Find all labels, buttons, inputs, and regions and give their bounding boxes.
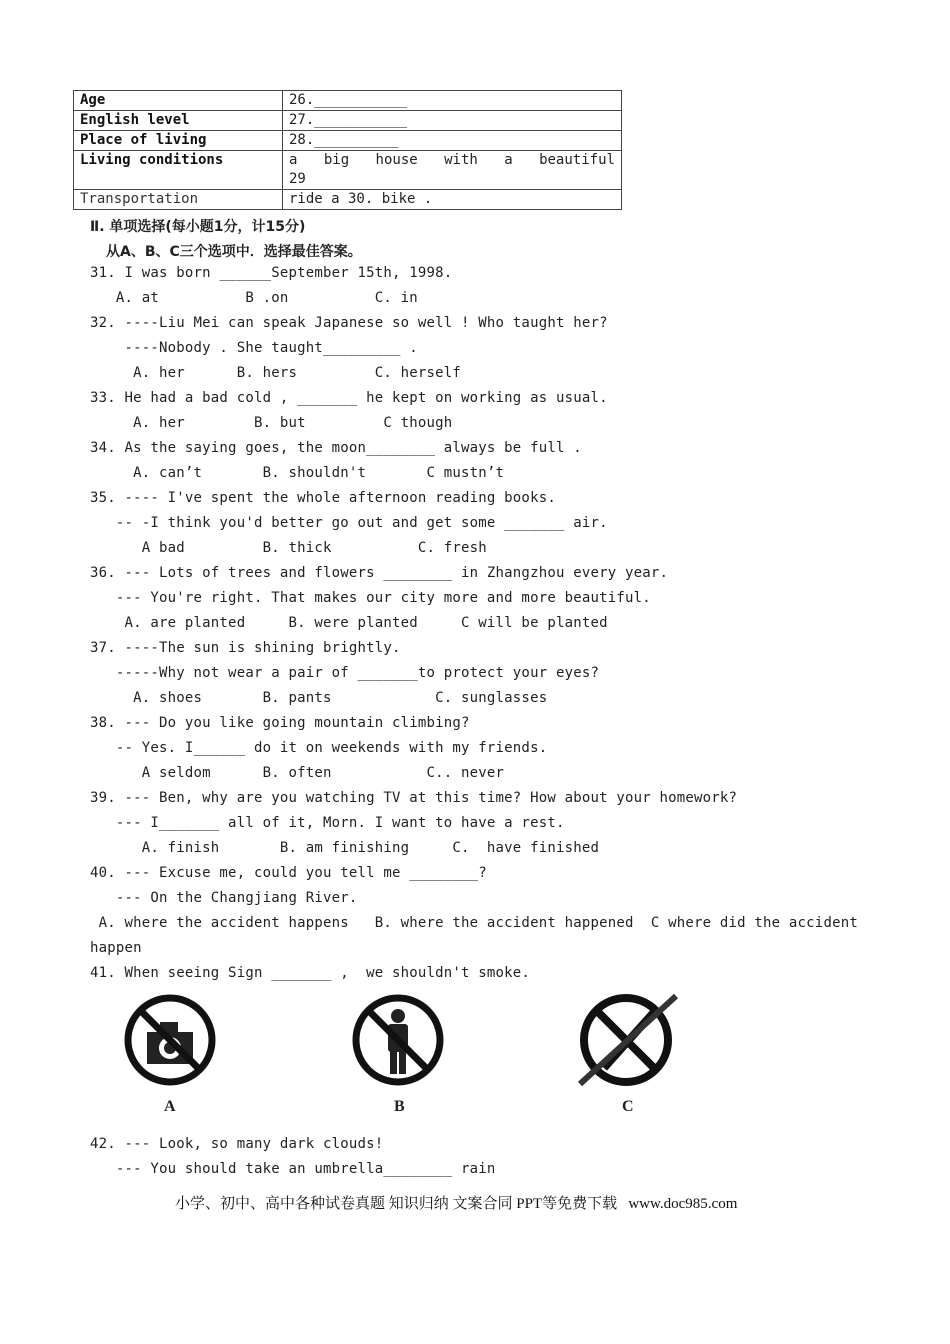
word: house (375, 152, 418, 168)
question-line: -- -I think you'd better go out and get some _______ air. (90, 515, 608, 531)
question-line: ----Nobody . She taught_________ . (90, 340, 418, 356)
question-line: A. her B. but C though (90, 415, 453, 431)
question-line: 40. --- Excuse me, could you tell me ________? (90, 865, 487, 881)
sign-label-a: A (164, 1098, 176, 1115)
no-camera-icon (120, 992, 220, 1088)
question-line: A. at B .on C. in (90, 290, 418, 306)
question-line: A. finish B. am finishing C. have finished (90, 840, 600, 856)
row-value: 26.___________ (283, 91, 622, 111)
table-row (74, 151, 622, 190)
question-line: A. shoes B. pants C. sunglasses (90, 690, 548, 706)
row-value: 28.__________ (283, 131, 622, 151)
living-conditions-words (289, 151, 615, 170)
question-line: 42. --- Look, so many dark clouds! (90, 1136, 384, 1152)
section-instruction: 从A、B、C三个选项中．选择最佳答案。 (106, 244, 362, 260)
question-line: 41. When seeing Sign _______ , we shouldn't smoke. (90, 965, 531, 981)
info-table (73, 90, 622, 210)
row-key: Age (74, 91, 283, 111)
question-line: 32. ----Liu Mei can speak Japanese so well ! Who taught her? (90, 315, 608, 331)
question-line: A seldom B. often C.. never (90, 765, 505, 781)
table-row (74, 190, 622, 210)
question-line: 38. --- Do you like going mountain climbing? (90, 715, 470, 731)
question-line: 35. ---- I've spent the whole afternoon reading books. (90, 490, 556, 506)
question-line: 31. I was born ______September 15th, 1998. (90, 265, 453, 281)
word: a (289, 152, 298, 168)
question-line: --- You're right. That makes our city more and more beautiful. (90, 590, 651, 606)
crossed-circle-icon (574, 988, 684, 1088)
table-row (74, 111, 622, 131)
question-line: A. are planted B. were planted C will be planted (90, 615, 608, 631)
sign-label-c: C (622, 1098, 634, 1115)
table-row (74, 91, 622, 111)
question-line: 39. --- Ben, why are you watching TV at this time? How about your homework? (90, 790, 738, 806)
question-line: 34. As the saying goes, the moon________ always be full . (90, 440, 582, 456)
word: a (504, 152, 513, 168)
no-person-icon (348, 992, 448, 1088)
question-line: -- Yes. I______ do it on weekends with my friends. (90, 740, 548, 756)
word: beautiful (539, 152, 615, 168)
question-line: A. her B. hers C. herself (90, 365, 462, 381)
row-key: Place of living (74, 131, 283, 151)
question-line: 37. ----The sun is shining brightly. (90, 640, 401, 656)
row-value-2: 29 (289, 171, 306, 187)
row-value (283, 151, 622, 190)
question-line: --- On the Changjiang River. (90, 890, 358, 906)
question-line: --- You should take an umbrella________ rain (90, 1161, 496, 1177)
row-key: English level (74, 111, 283, 131)
question-line: -----Why not wear a pair of _______to protect your eyes? (90, 665, 600, 681)
word: with (444, 152, 478, 168)
word: big (323, 152, 350, 168)
section-heading: Ⅱ. 单项选择(每小题1分，计15分) (90, 219, 306, 235)
question-line: A bad B. thick C. fresh (90, 540, 487, 556)
row-key: Transportation (74, 190, 283, 210)
question-line: happen (90, 940, 142, 956)
question-line: --- I_______ all of it, Morn. I want to have a rest. (90, 815, 565, 831)
sign-label-b: B (394, 1098, 405, 1115)
question-line: A. where the accident happens B. where the accident happened C where did the accident (90, 915, 858, 931)
question-line: A. can’t B. shouldn't C mustn’t (90, 465, 505, 481)
question-line: 36. --- Lots of trees and flowers ________ in Zhangzhou every year. (90, 565, 669, 581)
footer: 小学、初中、高中各种试卷真题 知识归纳 文案合同 PPT等免费下载 www.doc985.com (175, 1196, 738, 1212)
row-value: 27.___________ (283, 111, 622, 131)
row-key: Living conditions (74, 151, 283, 190)
question-line: 33. He had a bad cold , _______ he kept on working as usual. (90, 390, 608, 406)
row-value: ride a 30. bike . (283, 190, 622, 210)
table-row (74, 131, 622, 151)
